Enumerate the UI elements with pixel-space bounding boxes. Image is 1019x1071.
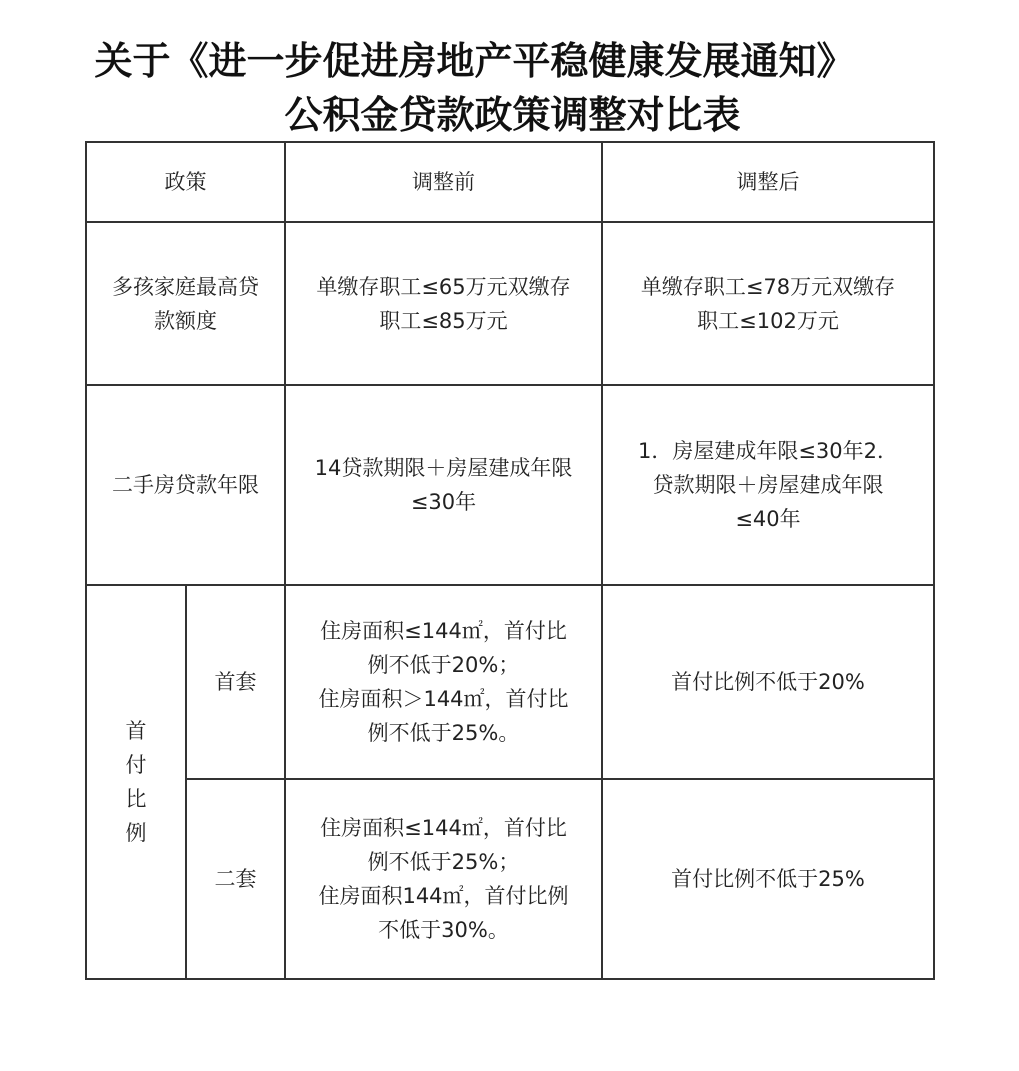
second-home-label: 二套 [186, 779, 285, 979]
loan-term-before: 14贷款期限＋房屋建成年限 ≤30年 [285, 385, 602, 585]
header-after: 调整后 [602, 142, 934, 222]
header-policy: 政策 [86, 142, 285, 222]
first-home-before: 住房面积≤144㎡，首付比 例不低于20%； 住房面积＞144㎡，首付比 例不低于25%。 [285, 585, 602, 779]
first-home-after: 首付比例不低于20% [602, 585, 934, 779]
document-title-line-1: 关于《进一步促进房地产平稳健康发展通知》 [94, 39, 855, 83]
second-home-before: 住房面积≤144㎡，首付比 例不低于25%； 住房面积144㎡，首付比例 不低于30%。 [285, 779, 602, 979]
loan-amount-before: 单缴存职工≤65万元双缴存 职工≤85万元 [285, 222, 602, 385]
table-row-loan-term [86, 385, 934, 585]
document-title-line-2: 公积金贷款政策调整对比表 [284, 93, 741, 137]
loan-term-policy: 二手房贷款年限 [86, 385, 285, 585]
table-row-loan-amount [86, 222, 934, 385]
table-row-first-home [86, 585, 934, 779]
loan-term-after: 1．房屋建成年限≤30年2． 贷款期限＋房屋建成年限 ≤40年 [602, 385, 934, 585]
second-home-after: 首付比例不低于25% [602, 779, 934, 979]
loan-amount-after: 单缴存职工≤78万元双缴存 职工≤102万元 [602, 222, 934, 385]
down-payment-char-1: 首 [125, 719, 147, 743]
loan-amount-policy: 多孩家庭最高贷 款额度 [86, 222, 285, 385]
down-payment-group-label [86, 585, 186, 979]
first-home-label: 首套 [186, 585, 285, 779]
header-before: 调整前 [285, 142, 602, 222]
table-row-second-home [86, 779, 934, 979]
down-payment-char-2: 付 [125, 753, 147, 777]
policy-comparison-table [85, 141, 935, 980]
down-payment-char-4: 例 [125, 821, 147, 845]
table-header-row [86, 142, 934, 222]
down-payment-char-3: 比 [125, 787, 147, 811]
